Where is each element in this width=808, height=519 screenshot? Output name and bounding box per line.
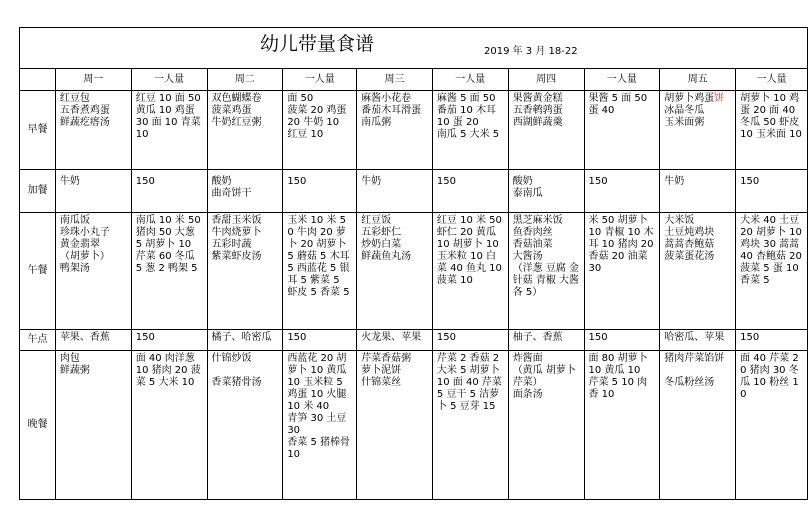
dish-text: 冰晶冬瓜 玉米面粥 bbox=[664, 105, 705, 128]
dish-cell: 猪肉芹菜馅饼 冬瓜粉丝汤 bbox=[660, 351, 736, 500]
qty-cell: 150 bbox=[736, 170, 808, 213]
menu-table bbox=[19, 27, 808, 500]
header-thu: 周四 bbox=[508, 69, 584, 91]
qty-cell: 大米 40 土豆 20 胡萝卜 10 鸡块 30 蒿蒿 40 杏鲍菇 20 菠菜 5 蛋 10 香菜 5 bbox=[736, 213, 808, 330]
dish-cell: 橘子、哈密瓜 bbox=[207, 330, 283, 351]
qty-cell: 米 50 胡萝卜 10 青椒 10 木耳 10 猪肉 20 香菇 20 油菜 30 bbox=[584, 213, 660, 330]
dish-cell: 芹菜香菇粥 萝卜泥饼 什锦菜丝 bbox=[357, 351, 433, 500]
meal-label: 晚餐 bbox=[20, 351, 56, 500]
dish-cell: 牛奶 bbox=[660, 170, 736, 213]
header-corner bbox=[20, 69, 56, 91]
dish-cell: 麻酱小花卷 番茄木耳滑蛋 南瓜粥 bbox=[357, 91, 433, 170]
dish-cell: 什锦炒饭 香菜猪骨汤 bbox=[207, 351, 283, 500]
qty-cell: 面 40 芹菜 20 猪肉 30 冬瓜 10 粉丝 10 bbox=[736, 351, 808, 500]
qty-cell: 红豆 10 面 50 黄瓜 10 鸡蛋 30 面 10 青菜 10 bbox=[131, 91, 207, 170]
breakfast-row bbox=[20, 91, 808, 170]
header-qty-tue: 一人量 bbox=[283, 69, 357, 91]
qty-cell: 150 bbox=[736, 330, 808, 351]
header-qty-wed: 一人量 bbox=[432, 69, 508, 91]
qty-cell: 果酱 5 面 50 蛋 40 bbox=[584, 91, 660, 170]
page-title: 幼儿带量食谱 bbox=[260, 33, 375, 55]
dinner-row bbox=[20, 351, 808, 500]
qty-cell: 芹菜 2 香菇 2 大米 5 胡萝卜 10 面 40 芹菜 5 豆干 5 洁萝卜 5 豆芽 15 bbox=[432, 351, 508, 500]
dish-cell: 香甜玉米饭 牛肉烧萝卜 五彩时蔬 紫菜虾皮汤 bbox=[207, 213, 283, 330]
qty-cell: 玉米 10 米 50 牛肉 20 萝卜 20 胡萝卜 5 蘑菇 5 木耳 5 西蓝花 5 银耳 5 紫菜 5 虾皮 5 香菜 5 bbox=[283, 213, 357, 330]
qty-cell: 面 40 肉洋葱 10 猪肉 20 菠菜 5 大米 10 bbox=[131, 351, 207, 500]
dish-text: 胡萝卜鸡蛋 bbox=[664, 93, 715, 104]
menu-sheet bbox=[19, 27, 808, 500]
dish-cell: 酸奶 泰南瓜 bbox=[508, 170, 584, 213]
header-mon: 周一 bbox=[55, 69, 131, 91]
meal-label: 午餐 bbox=[20, 213, 56, 330]
qty-cell: 胡萝卜 10 鸡蛋 20 面 40 冬瓜 50 虾皮 10 玉米面 10 bbox=[736, 91, 808, 170]
snack-row bbox=[20, 170, 808, 213]
dish-cell: 苹果、香蕉 bbox=[55, 330, 131, 351]
dish-cell: 火龙果、苹果 bbox=[357, 330, 433, 351]
dish-cell: 牛奶 bbox=[55, 170, 131, 213]
dish-cell: 哈密瓜、苹果 bbox=[660, 330, 736, 351]
qty-cell: 面 50 菠菜 20 鸡蛋 20 牛奶 10 红豆 10 bbox=[283, 91, 357, 170]
qty-cell: 150 bbox=[584, 330, 660, 351]
qty-cell: 西蓝花 20 胡萝卜 10 黄瓜 10 玉米粒 5 鸡蛋 10 火腿 10 米 40 青笋 30 土豆 30 香菜 5 猪棒骨 10 bbox=[283, 351, 357, 500]
meal-label: 早餐 bbox=[20, 91, 56, 170]
qty-cell: 面 80 胡萝卜 10 黄瓜 10 芹菜 5 10 肉香 10 bbox=[584, 351, 660, 500]
qty-cell: 150 bbox=[131, 330, 207, 351]
dish-cell: 炸酱面 （黄瓜 胡萝卜 芹菜） 面条汤 bbox=[508, 351, 584, 500]
header-wed: 周三 bbox=[357, 69, 433, 91]
dish-cell: 大米饭 土豆炖鸡块 蒿蒿杏鲍菇 菠菜蛋花汤 bbox=[660, 213, 736, 330]
qty-cell: 150 bbox=[432, 170, 508, 213]
qty-cell: 150 bbox=[432, 330, 508, 351]
header-tue: 周二 bbox=[207, 69, 283, 91]
header-qty-fri: 一人量 bbox=[736, 69, 808, 91]
dish-cell: 肉包 鲜蔬粥 bbox=[55, 351, 131, 500]
highlighted-char: 饼 bbox=[714, 93, 725, 104]
dish-cell: 红豆包 五香煮鸡蛋 鲜蔬疙瘩汤 bbox=[55, 91, 131, 170]
qty-cell: 红豆 10 米 50 虾仁 20 黄瓜 10 胡萝卜 10 玉米粒 10 白菜 40 鱼丸 10 菠菜 10 bbox=[432, 213, 508, 330]
header-fri: 周五 bbox=[660, 69, 736, 91]
qty-cell: 150 bbox=[283, 330, 357, 351]
dish-cell: 柚子、香蕉 bbox=[508, 330, 584, 351]
dish-cell: 红豆饭 五彩虾仁 炒奶白菜 鲜蔬鱼丸汤 bbox=[357, 213, 433, 330]
qty-cell: 150 bbox=[584, 170, 660, 213]
header-row bbox=[20, 69, 808, 91]
tea-row bbox=[20, 330, 808, 351]
qty-cell: 麻酱 5 面 50 番茄 10 木耳 10 蛋 20 南瓜 5 大米 5 bbox=[432, 91, 508, 170]
dish-cell bbox=[660, 91, 736, 170]
qty-cell: 150 bbox=[283, 170, 357, 213]
title-cell bbox=[20, 28, 808, 69]
dish-cell: 果酱黄金糕 五香鹌鹑蛋 西湖鲜蔬羹 bbox=[508, 91, 584, 170]
meal-label: 午点 bbox=[20, 330, 56, 351]
meal-label: 加餐 bbox=[20, 170, 56, 213]
date-range: 2019 年 3 月 18-22 bbox=[484, 46, 578, 57]
header-qty-mon: 一人量 bbox=[131, 69, 207, 91]
dish-cell: 南瓜饭 珍珠小丸子 黄金翡翠 （胡萝卜） 鸭架汤 bbox=[55, 213, 131, 330]
qty-cell: 150 bbox=[131, 170, 207, 213]
dish-cell: 牛奶 bbox=[357, 170, 433, 213]
dish-cell: 黑芝麻米饭 鱼香肉丝 香菇油菜 大酱汤 （洋葱 豆腐 金针菇 青椒 大酱各 5） bbox=[508, 213, 584, 330]
dish-cell: 双色蝴蝶卷 菠菜鸡蛋 牛奶红豆粥 bbox=[207, 91, 283, 170]
dish-cell: 酸奶 曲奇饼干 bbox=[207, 170, 283, 213]
qty-cell: 南瓜 10 米 50 猪肉 50 大葱 5 胡萝卜 10 芹菜 60 冬瓜 5 葱 2 鸭架 5 bbox=[131, 213, 207, 330]
lunch-row bbox=[20, 213, 808, 330]
header-qty-thu: 一人量 bbox=[584, 69, 660, 91]
